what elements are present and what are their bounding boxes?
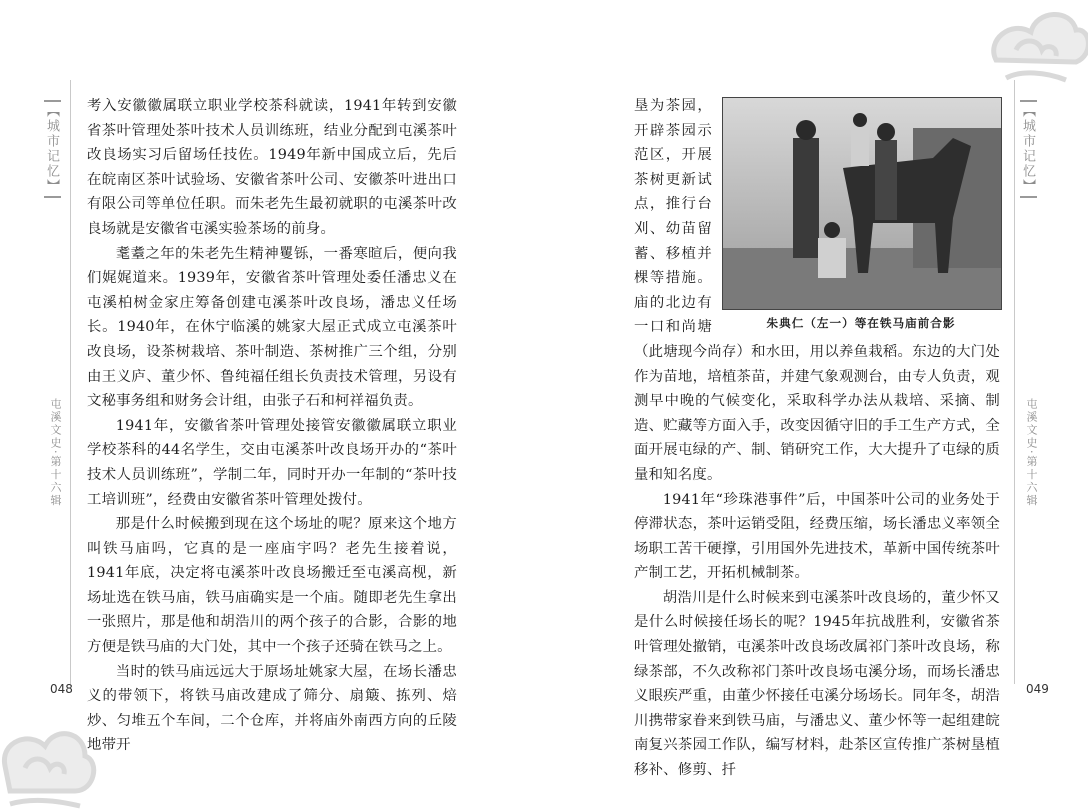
right-paragraph: 1941年“珍珠港事件”后，中国茶叶公司的业务处于停滞状态，茶叶运销受阻，经费压缩，场长潘忠义率领全场职工苦干硬撑，引用国外先进技术，革新中国传统茶叶产制工艺，开拓机械制茶。 — [634, 491, 1000, 582]
right-paragraph: 垦为茶园，开辟茶园示范区，开展茶树更新试点，推行台刈、幼苗留蓄、移植并棵等措施。庙的北边有一口和尚塘（此塘现今尚存）和水田，用以养鱼栽稻。东边的大门处作为苗地，培植茶苗，并建气象观测台，由专人负责，观测早中晚的气候变化，采取科学办法从栽培、采摘、制造、贮藏等方面入手，改变因循守旧的手工生产方式，全面开展屯绿的产、制、销研究工作，大大提升了屯绿的质量和知名度。 — [634, 98, 1000, 483]
left-series-label: 屯溪文史·第十六辑 — [49, 398, 62, 508]
photo-image — [723, 98, 1001, 309]
right-paragraph: 胡浩川是什么时候来到屯溪茶叶改良场的，董少怀又是什么时候接任场长的呢？1945年抗战胜利，安徽省茶叶管理处撤销，屯溪茶叶改良场改属祁门茶叶改良场，称绿茶部，不久改称祁门茶叶改良场屯溪分场，而场长潘忠义眼疾严重，由董少怀接任屯溪分场场长。同年冬，胡浩川携带家眷来到铁马庙，与潘忠义、董少怀等一起组建皖南复兴茶园工作队，编写材料，赴茶区宣传推广茶树垦植移补、修剪、扦 — [634, 589, 1000, 779]
photo-figure — [722, 97, 1000, 333]
right-page-number: 049 — [1026, 682, 1049, 696]
photo-caption: 朱典仁（左一）等在铁马庙前合影 — [766, 316, 956, 330]
left-paragraph: 耄耋之年的朱老先生精神矍铄，一番寒暄后，便向我们娓娓道来。1939年，安徽省茶叶管理处委任潘忠义在屯溪柏树金家庄筹备创建屯溪茶叶改良场，潘忠义任场长。1940年，在休宁临溪的姚家大屋正式成立屯溪茶叶改良场，设茶树栽培、茶叶制造、茶树推广三个组，分别由王义庐、董少怀、鲁纯福任组长负责技术管理，另设有文秘事务组和财务会计组，由张子石和柯祥福负责。 — [87, 245, 457, 410]
right-series-label: 屯溪文史·第十六辑 — [1025, 398, 1038, 508]
right-section-tag: 【城市记忆】 — [1020, 100, 1037, 198]
left-section-tag: 【城市记忆】 — [44, 100, 61, 198]
left-paragraph: 当时的铁马庙远远大于原场址姚家大屋，在场长潘忠义的带领下，将铁马庙改建成了筛分、扇簸、拣列、焙炒、匀堆五个车间，二个仓库，并将庙外南西方向的丘陵地带开 — [87, 663, 457, 754]
left-page-number: 048 — [50, 682, 73, 696]
right-margin-rule — [1014, 80, 1015, 684]
left-margin-rule — [70, 80, 71, 684]
left-body-text — [87, 94, 457, 758]
left-paragraph: 1941年，安徽省茶叶管理处接管安徽徽属联立职业学校茶科的44名学生，交由屯溪茶叶改良场开办的“茶叶技术人员训练班”，学制二年，同时开办一年制的“茶叶技工培训班”，经费由安徽省茶叶管理处拨付。 — [87, 417, 457, 508]
historic-photo — [722, 97, 1002, 310]
left-paragraph: 考入安徽徽属联立职业学校茶科就读，1941年转到安徽省茶叶管理处茶叶技术人员训练班，结业分配到屯溪茶叶改良场实习后留场任技佐。1949年新中国成立后，先后在皖南区茶叶试验场、安徽省茶叶公司、安徽茶叶进出口有限公司等单位任职。而朱老先生最初就职的屯溪茶叶改良场就是安徽省屯溪实验茶场的前身。 — [87, 98, 457, 237]
right-body-text — [634, 94, 1000, 783]
left-paragraph: 那是什么时候搬到现在这个场址的呢？原来这个地方叫铁马庙吗，它真的是一座庙宇吗？老先生接着说，1941年底，决定将屯溪茶叶改良场搬迁至屯溪高枧，新场址选在铁马庙，铁马庙确实是一个庙。随即老先生拿出一张照片，那是他和胡浩川的两个孩子的合影，合影的地方便是铁马庙的大门处，其中一个孩子还骑在铁马之上。 — [87, 516, 457, 656]
